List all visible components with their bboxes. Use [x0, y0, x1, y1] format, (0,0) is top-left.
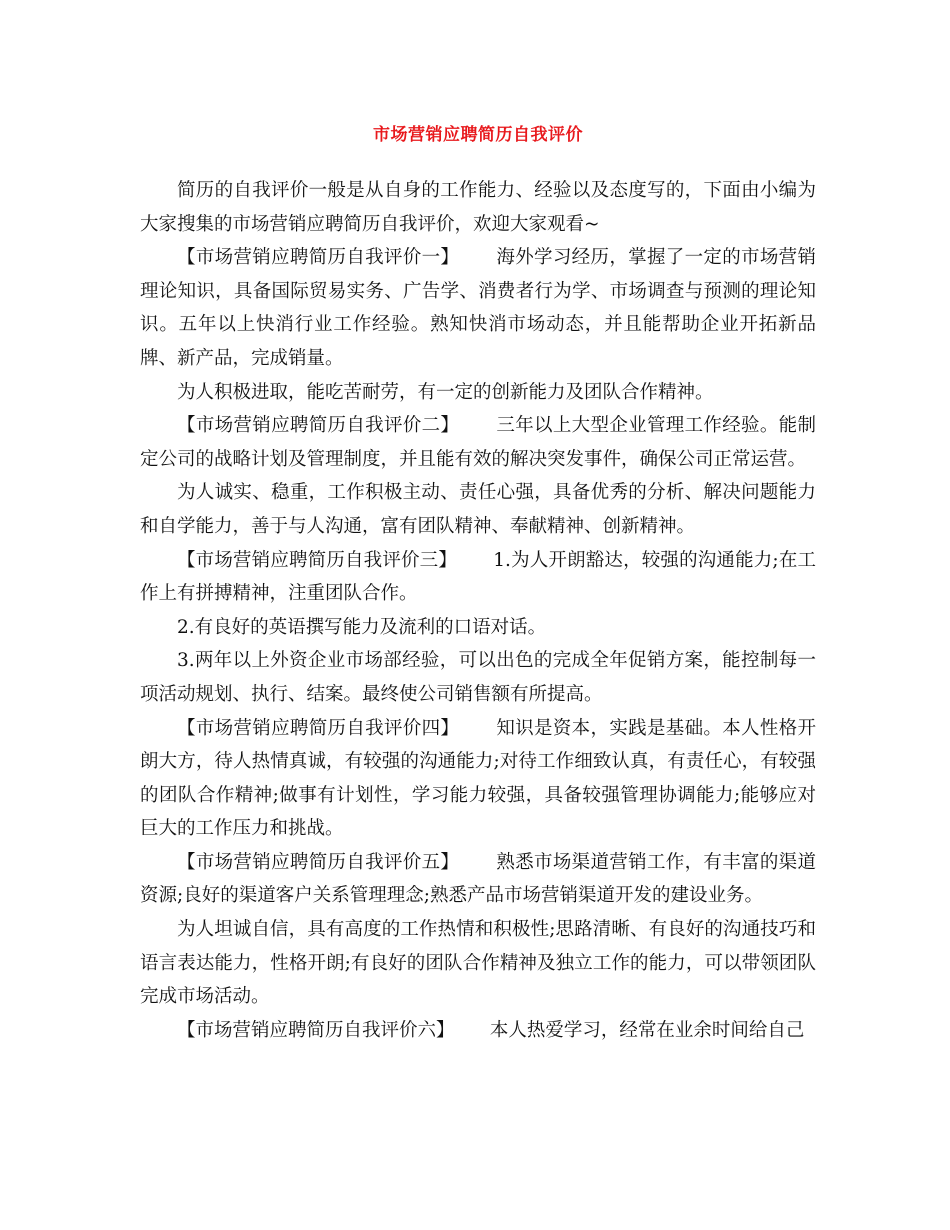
section-heading: 【市场营销应聘简历自我评价四】 [177, 717, 460, 739]
heading-gap [459, 247, 496, 268]
heading-gap [459, 852, 496, 873]
document-title: 市场营销应聘简历自我评价 [373, 125, 583, 145]
section-heading: 【市场营销应聘简历自我评价五】 [177, 851, 460, 873]
section-paragraph [140, 241, 816, 375]
body-paragraph [140, 476, 816, 543]
paragraph-text: 本人热爱学习，经常在业余时间给自己 [489, 1019, 805, 1041]
section-paragraph [140, 1014, 816, 1048]
body-paragraph [140, 913, 816, 1014]
section-paragraph [140, 846, 816, 913]
paragraph-text: 3.两年以上外资企业市场部经验，可以出色的完成全年促销方案，能控制每一项活动规划、执行、结案。最终使公司销售额有所提高。 [140, 650, 816, 705]
paragraph-text: 熟悉市场渠道营销工作，有丰富的渠道资源;良好的渠道客户关系管理理念;熟悉产品市场营销渠道开发的建设业务。 [140, 851, 816, 907]
paragraph-text: 2.有良好的英语撰写能力及流利的口语对话。 [177, 616, 547, 638]
heading-gap [457, 550, 493, 571]
section-heading: 【市场营销应聘简历自我评价二】 [177, 415, 460, 437]
section-paragraph [140, 544, 816, 611]
document-page [140, 122, 816, 1047]
body-paragraph [140, 611, 816, 645]
heading-gap [455, 1020, 490, 1041]
paragraph-text: 为人坦诚自信，具有高度的工作热情和积极性;思路清晰、有良好的沟通技巧和语言表达能力，性格开朗;有良好的团队合作精神及独立工作的能力，可以带领团队完成市场活动。 [140, 919, 816, 1008]
paragraph-text: 为人诚实、稳重，工作积极主动、责任心强，具备优秀的分析、解决问题能力和自学能力，善于与人沟通，富有团队精神、奉献精神、创新精神。 [140, 482, 816, 537]
body-paragraph [140, 644, 816, 711]
section-heading: 【市场营销应聘简历自我评价六】 [177, 1019, 455, 1041]
section-heading: 【市场营销应聘简历自我评价一】 [177, 247, 460, 269]
paragraph-text: 海外学习经历，掌握了一定的市场营销理论知识，具备国际贸易实务、广告学、消费者行为学、市场调查与预测的理论知识。五年以上快消行业工作经验。熟知快消市场动态，并且能帮助企业开拓新品牌、新产品，完成销量。 [140, 247, 816, 369]
heading-gap [459, 415, 496, 436]
section-paragraph [140, 409, 816, 476]
body-paragraph [140, 174, 816, 241]
heading-gap [459, 718, 496, 739]
paragraph-text: 简历的自我评价一般是从自身的工作能力、经验以及态度写的，下面由小编为大家搜集的市场营销应聘简历自我评价，欢迎大家观看~ [140, 180, 816, 235]
section-heading: 【市场营销应聘简历自我评价三】 [177, 549, 457, 571]
paragraph-text: 三年以上大型企业管理工作经验。能制定公司的战略计划及管理制度，并且能有效的解决突发事件，确保公司正常运营。 [140, 415, 816, 470]
body-paragraph [140, 376, 816, 410]
paragraph-text: 为人积极进取，能吃苦耐劳，有一定的创新能力及团队合作精神。 [177, 381, 714, 403]
document-body [140, 174, 816, 1047]
paragraph-text: 1.为人开朗豁达，较强的沟通能力;在工作上有拼搏精神，注重团队合作。 [140, 549, 816, 605]
section-paragraph [140, 712, 816, 846]
paragraph-text: 知识是资本，实践是基础。本人性格开朗大方，待人热情真诚，有较强的沟通能力;对待工作细致认真，有责任心，有较强的团队合作精神;做事有计划性，学习能力较强，具备较强管理协调能力;能够应对巨大的工作压力和挑战。 [140, 717, 816, 840]
